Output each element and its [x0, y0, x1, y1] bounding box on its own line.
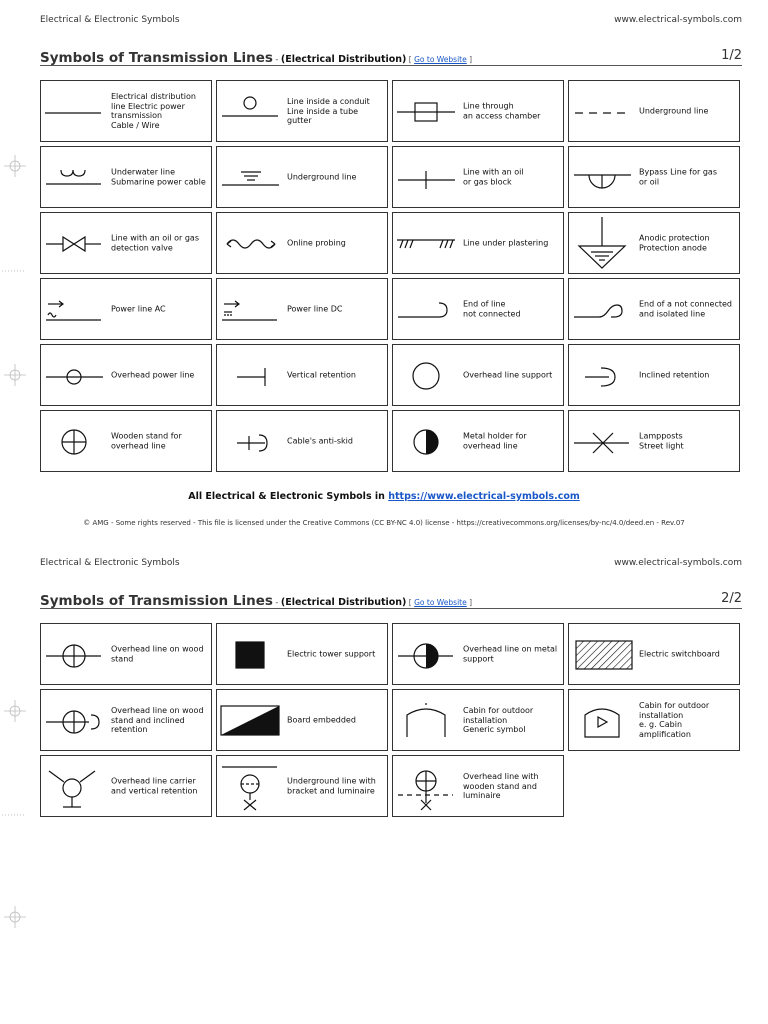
amplification-cabin-icon [571, 691, 633, 749]
wooden-stand-icon [43, 412, 105, 470]
symbol-label: Line with an oil or gas block [463, 167, 524, 186]
symbol-cell [40, 410, 212, 472]
header-left: Electrical & Electronic Symbols [40, 15, 180, 25]
symbol-label: Overhead line on wood stand [111, 644, 204, 663]
symbol-label: Electrical distribution line Electric power transmission Cable / Wire [111, 92, 196, 130]
symbol-cell [568, 278, 740, 340]
anode-icon [571, 214, 633, 272]
page-title-row [40, 590, 742, 609]
page-subtitle: (Electrical Distribution) [280, 597, 407, 608]
go-to-website-link[interactable]: Go to Website [414, 598, 467, 607]
conduit-line-icon [219, 82, 281, 140]
symbol-label: Board embedded [287, 715, 356, 725]
symbol-cell [392, 755, 564, 817]
symbol-cell [40, 689, 212, 751]
symbol-label: Underground line with bracket and luminaire [287, 776, 376, 795]
circle-support-icon [395, 346, 457, 404]
header-right: www.electrical-symbols.com [614, 15, 742, 25]
symbol-label: Line under plastering [463, 238, 549, 248]
symbol-label: Vertical retention [287, 370, 356, 380]
symbol-cell [216, 146, 388, 208]
board-embedded-icon [219, 691, 281, 749]
symbol-cell [568, 689, 740, 751]
symbol-cell [568, 212, 740, 274]
page-number: 2/2 [721, 591, 742, 606]
dotted-mark-icon [2, 814, 24, 816]
symbol-label: Line through an access chamber [463, 101, 541, 120]
straight-line-icon [43, 82, 105, 140]
title-separator: - [272, 598, 281, 607]
symbol-cell [392, 344, 564, 406]
power-line-dc-icon [219, 280, 281, 338]
dotted-mark-icon [2, 270, 24, 272]
gas-block-line-icon [395, 148, 457, 206]
page-title: Symbols of Transmission Lines [40, 593, 273, 609]
copyright-notice: © AMG - Some rights reserved - This file is licensed under the Creative Commons (CC BY-NC 4.0) license - https://creativecommons.org/licenses/by-nc/4.0/deed.en - Rev.07 [83, 519, 685, 527]
symbol-label: Electric switchboard [639, 649, 720, 659]
anti-skid-icon [219, 412, 281, 470]
access-chamber-line-icon [395, 82, 457, 140]
symbol-label: Cable's anti-skid [287, 436, 353, 446]
page-number: 1/2 [721, 48, 742, 63]
online-probing-icon [219, 214, 281, 272]
end-of-line-icon [395, 280, 457, 338]
symbol-cell [392, 278, 564, 340]
underground-ground-line-icon [219, 148, 281, 206]
bypass-line-icon [571, 148, 633, 206]
symbol-cell [216, 689, 388, 751]
title-separator: - [272, 55, 281, 64]
symbol-cell [392, 146, 564, 208]
symbol-label: Cabin for outdoor installation Generic symbol [463, 705, 534, 734]
symbol-label: Lampposts Street light [639, 431, 684, 450]
page-title-row [40, 47, 742, 66]
symbol-cell [216, 410, 388, 472]
isolated-end-icon [571, 280, 633, 338]
symbol-cell [568, 80, 740, 142]
go-to-website-link[interactable]: Go to Website [414, 55, 467, 64]
metal-holder-icon [395, 412, 457, 470]
crosshair-mark-icon [4, 364, 26, 386]
symbol-cell [40, 344, 212, 406]
footer-all-symbols [0, 491, 768, 502]
dashed-line-icon [571, 82, 633, 140]
tower-support-icon [219, 625, 281, 683]
crosshair-mark-icon [4, 155, 26, 177]
plastering-line-icon [395, 214, 457, 272]
symbol-cell [216, 755, 388, 817]
symbol-cell [568, 146, 740, 208]
lamppost-icon [571, 412, 633, 470]
wood-stand-inclined-icon [43, 691, 105, 749]
website-link-wrap [406, 598, 472, 607]
crosshair-mark-icon [4, 906, 26, 928]
symbol-cell [40, 146, 212, 208]
page-title: Symbols of Transmission Lines [40, 50, 273, 66]
website-link-wrap [406, 55, 472, 64]
symbol-label: Underground line [639, 106, 709, 116]
symbol-label: Power line AC [111, 304, 166, 314]
symbol-label: Electric tower support [287, 649, 376, 659]
symbol-label: Underwater line Submarine power cable [111, 167, 206, 186]
footer-website-link[interactable]: https://www.electrical-symbols.com [388, 491, 580, 502]
symbol-cell [40, 755, 212, 817]
header-right: www.electrical-symbols.com [614, 558, 742, 568]
symbol-label: Line inside a conduit Line inside a tube gutter [287, 96, 370, 125]
symbol-label: Cabin for outdoor installation e. g. Cabin amplification [639, 701, 710, 739]
symbol-label: Overhead line carrier and vertical retention [111, 776, 198, 795]
symbol-label: Overhead line with wooden stand and luminaire [463, 771, 539, 800]
symbol-label: Overhead line on metal support [463, 644, 558, 663]
symbol-cell [40, 278, 212, 340]
link-bracket-open: [ [406, 55, 415, 64]
symbol-cell [568, 623, 740, 685]
symbol-cell [392, 410, 564, 472]
crosshair-mark-icon [4, 700, 26, 722]
symbol-label: Metal holder for overhead line [463, 431, 527, 450]
overhead-power-line-icon [43, 346, 105, 404]
link-bracket-open: [ [406, 598, 415, 607]
vertical-retention-icon [219, 346, 281, 404]
symbol-cell [216, 80, 388, 142]
symbol-label: Line with an oil or gas detection valve [111, 233, 200, 252]
symbol-label: Bypass Line for gas or oil [639, 167, 717, 186]
symbol-label: Overhead line support [463, 370, 553, 380]
symbol-label: Overhead line on wood stand and inclined retention [111, 705, 204, 734]
metal-support-line-icon [395, 625, 457, 683]
symbol-cell [568, 410, 740, 472]
footer-prefix: All Electrical & Electronic Symbols in [188, 491, 389, 502]
symbol-label: End of a not connected and isolated line [639, 299, 732, 318]
symbol-label: Anodic protection Protection anode [639, 233, 710, 252]
symbol-cell [392, 623, 564, 685]
power-line-ac-icon [43, 280, 105, 338]
symbol-label: Inclined retention [639, 370, 710, 380]
symbol-cell [216, 278, 388, 340]
line-carrier-icon [43, 757, 105, 815]
symbol-label: Wooden stand for overhead line [111, 431, 182, 450]
symbol-cell [216, 212, 388, 274]
bracket-luminaire-icon [219, 757, 281, 815]
symbol-label: Power line DC [287, 304, 343, 314]
symbol-cell [392, 689, 564, 751]
symbol-label: Overhead power line [111, 370, 195, 380]
outdoor-cabin-icon [395, 691, 457, 749]
symbol-label: Online probing [287, 238, 346, 248]
symbol-label: Underground line [287, 172, 357, 182]
symbol-cell [216, 344, 388, 406]
symbol-cell [40, 80, 212, 142]
header-left: Electrical & Electronic Symbols [40, 558, 180, 568]
symbol-label: End of line not connected [463, 299, 521, 318]
inclined-retention-icon [571, 346, 633, 404]
wood-stand-line-icon [43, 625, 105, 683]
underwater-line-icon [43, 148, 105, 206]
symbol-cell [568, 344, 740, 406]
symbol-cell [392, 212, 564, 274]
page-subtitle: (Electrical Distribution) [280, 54, 407, 65]
symbol-cell [392, 80, 564, 142]
wooden-stand-luminaire-icon [395, 757, 457, 815]
symbol-cell [40, 212, 212, 274]
switchboard-icon [571, 625, 633, 683]
symbol-cell [216, 623, 388, 685]
detection-valve-icon [43, 214, 105, 272]
link-bracket-close: ] [466, 598, 473, 607]
link-bracket-close: ] [466, 55, 473, 64]
symbol-cell [40, 623, 212, 685]
